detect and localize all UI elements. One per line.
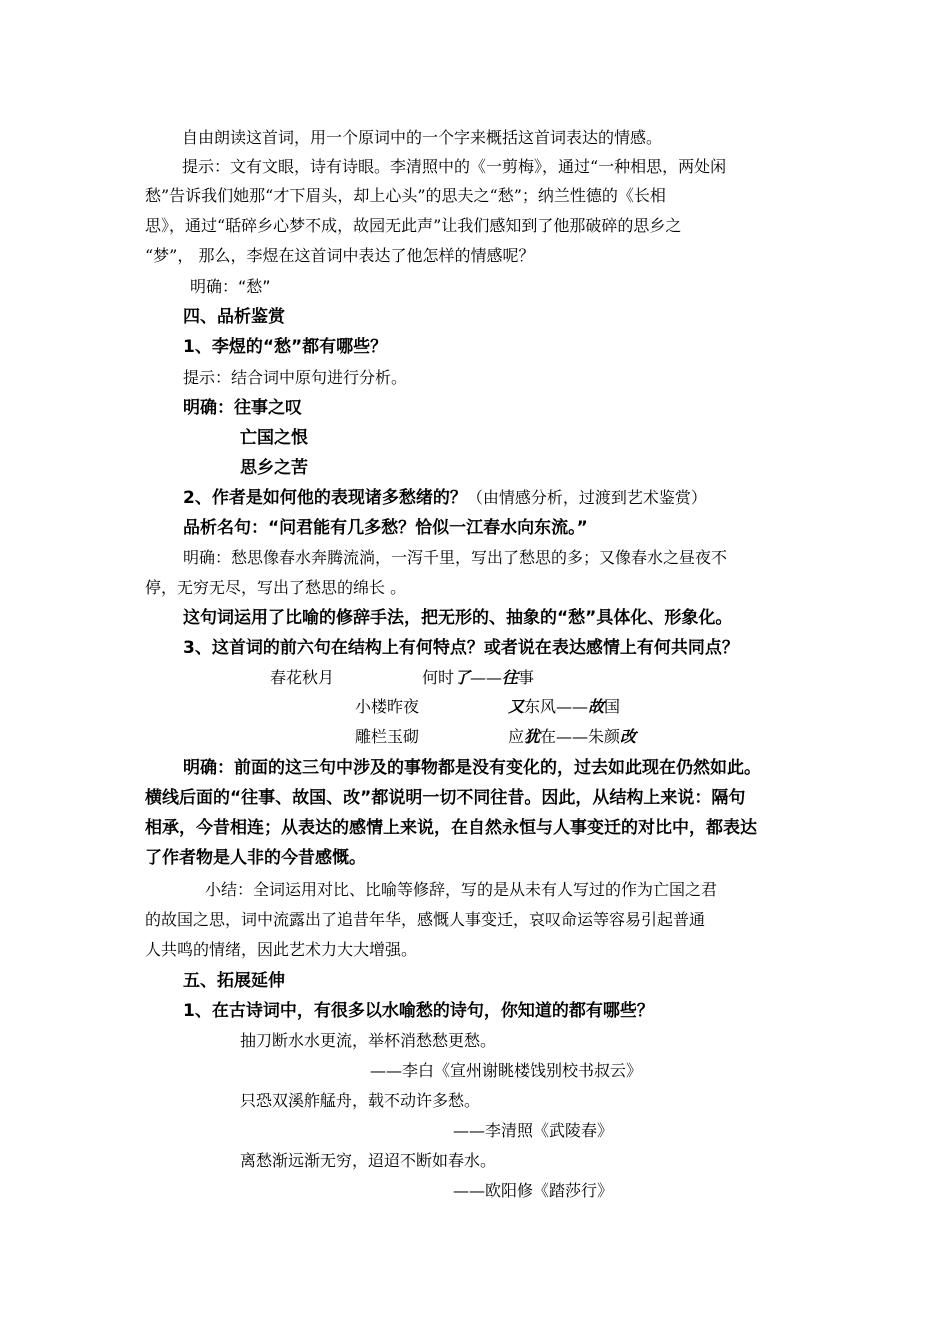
summary-line-2: 的故国之思，词中流露出了追昔年华，感慨人事变迁，哀叹命运等容易引起普通 — [145, 910, 706, 929]
structure-row-2-left: 小楼昨夜 — [355, 697, 420, 716]
answer-chou: 明确：“愁” — [190, 277, 271, 296]
hint-line-2: 愁”告诉我们她那“才下眉头，却上心头”的思夫之“愁”；纳兰性德的《长相 — [145, 186, 666, 205]
question-2-main: 2、作者是如何他的表现诸多愁绪的？ — [183, 488, 467, 508]
question-4: 1、在古诗词中，有很多以水喻愁的诗句，你知道的都有哪些？ — [183, 1001, 654, 1021]
poem-3-source: ——欧阳修《踏莎行》 — [453, 1181, 614, 1200]
answer-3-line-2: 横线后面的“往事、故国、改”都说明一切不同往昔。因此，从结构上来说：隔句 — [145, 788, 746, 808]
structure-row-3-left: 雕栏玉砌 — [355, 727, 420, 746]
answer-2-line-1: 明确：愁思像春水奔腾流淌，一泻千里，写出了愁思的多；又像春水之昼夜不 — [183, 548, 728, 567]
metaphor-note: 这句词运用了比喻的修辞手法，把无形的、抽象的“愁”具体化、形象化。 — [183, 608, 733, 628]
hint-line-3: 思》，通过“聒碎乡心梦不成，故园无此声”让我们感知到了他那破碎的思乡之 — [145, 216, 682, 235]
poem-2-line: 只恐双溪舴艋舟，载不动许多愁。 — [240, 1091, 481, 1110]
structure-row-1-left: 春花秋月 — [270, 668, 335, 687]
structure-row-2-right: 又东风——故国 — [508, 697, 621, 716]
answer-1-line-1: 明确：往事之叹 — [183, 398, 302, 418]
answer-3-line-4: 了作者物是人非的今昔感慨。 — [145, 848, 366, 868]
poem-1-source: ——李白《宣州谢眺楼饯别校书叔云》 — [370, 1061, 643, 1080]
answer-1-line-3: 思乡之苦 — [240, 458, 308, 478]
hint-line-4: “梦”， 那么，李煜在这首词中表达了他怎样的情感呢？ — [145, 246, 535, 265]
question-1: 1、李煜的“愁”都有哪些？ — [183, 337, 388, 357]
question-2 — [183, 488, 707, 508]
paragraph-instruction: 自由朗读这首词，用一个原词中的一个字来概括这首词表达的情感。 — [182, 128, 663, 147]
section-heading-5: 五、拓展延伸 — [183, 971, 285, 991]
summary-line-3: 人共鸣的情绪，因此艺术力大大增强。 — [145, 940, 418, 959]
summary-line-1: 小结：全词运用对比、比喻等修辞，写的是从未有人写过的作为亡国之君 — [205, 880, 718, 899]
question-2-note: （由情感分析，过渡到艺术鉴赏） — [466, 488, 707, 507]
answer-3-line-3: 相承，今昔相连；从表达的感情上来说，在自然永恒与人事变迁的对比中，都表达 — [145, 818, 757, 838]
answer-3-line-1: 明确：前面的这三句中涉及的事物都是没有变化的，过去如此现在仍然如此。 — [183, 758, 761, 778]
question-3: 3、这首词的前六句在结构上有何特点？或者说在表达感情上有何共同点？ — [183, 638, 739, 658]
structure-row-3-right: 应犹在——朱颜改 — [508, 727, 637, 746]
structure-row-1-right: 何时了——往事 — [422, 668, 535, 687]
hint-analysis: 提示：结合词中原句进行分析。 — [183, 368, 408, 387]
poem-2-source: ——李清照《武陵春》 — [453, 1121, 614, 1140]
poem-3-line: 离愁渐远渐无穷，迢迢不断如春水。 — [240, 1151, 497, 1170]
answer-2-line-2: 停，无穷无尽，写出了愁思的绵长 。 — [145, 578, 407, 597]
answer-1-line-2: 亡国之恨 — [240, 428, 308, 448]
hint-line-1: 提示：文有文眼，诗有诗眼。李清照中的《一剪梅》，通过“一种相思，两处闲 — [182, 157, 727, 176]
famous-line-analysis: 品析名句：“问君能有几多愁？恰似一江春水向东流。” — [183, 518, 588, 538]
poem-1-line: 抽刀断水水更流，举杯消愁愁更愁。 — [240, 1031, 497, 1050]
section-heading-4: 四、品析鉴赏 — [183, 307, 285, 327]
